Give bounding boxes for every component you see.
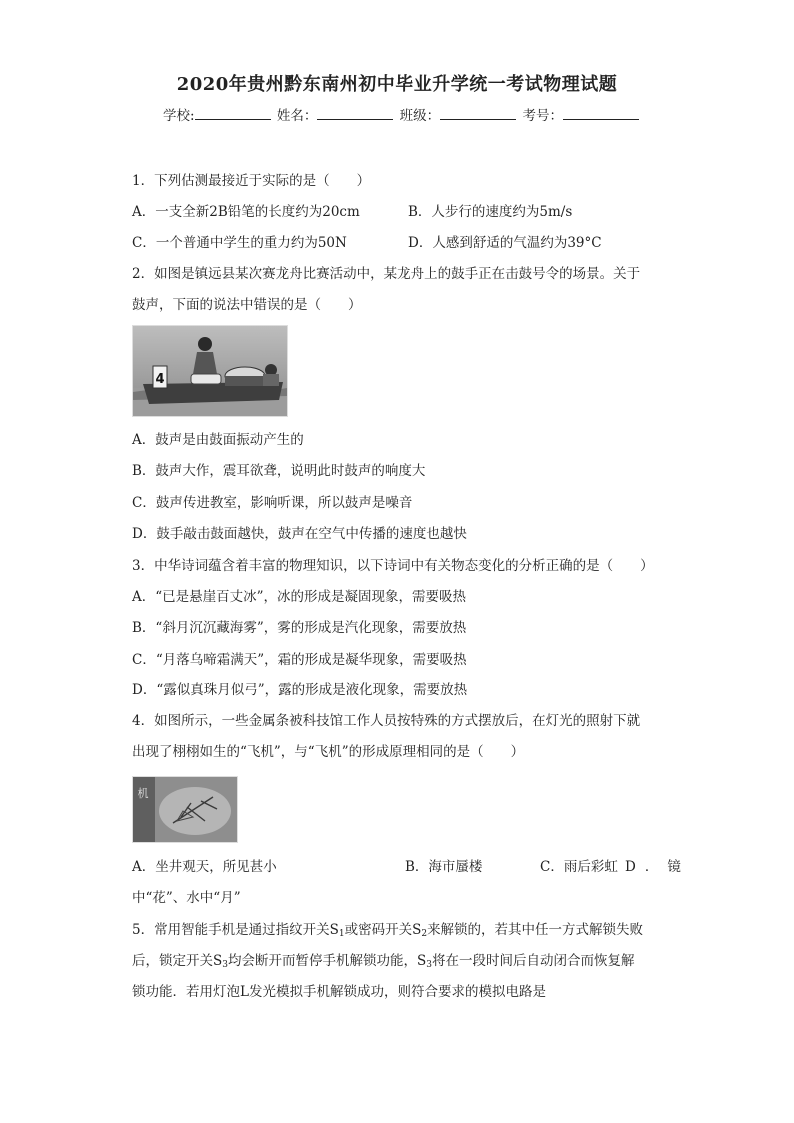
q3-option-a: A．“已是悬崖百丈冰”，冰的形成是凝固现象，需要吸热 (132, 589, 467, 605)
class-label: 班级： (399, 108, 441, 124)
photo-sign-text: 机 (137, 787, 149, 800)
school-label: 学校: (163, 108, 195, 124)
q1-option-b: B．人步行的速度约为5m/s (408, 204, 573, 220)
q4-stem-line2: 出现了栩栩如生的“飞机”，与“飞机”的形成原理相同的是（ ） (132, 744, 525, 760)
q2-option-c: C．鼓声传进教室，影响听课，所以鼓声是噪音 (132, 495, 413, 511)
q2-option-b: B．鼓声大作，震耳欲聋，说明此时鼓声的响度大 (132, 463, 426, 479)
q1-option-a: A．一支全新2B铅笔的长度约为20cm (132, 204, 360, 220)
name-blank[interactable] (317, 105, 393, 120)
dragon-boat-drummer-photo (132, 325, 288, 417)
q5-line1: 5．常用智能手机是通过指纹开关$S_1$或密码开关$S_2$来解锁的，若其中任一方式解锁失败 (132, 922, 644, 939)
q2-option-a: A．鼓声是由鼓面振动产生的 (132, 432, 304, 448)
q1-stem: 1．下列估测最接近于实际的是（ ） (132, 173, 371, 189)
q3-option-d: D．“露似真珠月似弓”，露的形成是液化现象，需要放热 (132, 682, 468, 698)
boat-number-text: 4 (155, 372, 165, 387)
q4-option-a: A．坐井观天，所见甚小 (132, 859, 277, 875)
name-label: 姓名： (276, 108, 318, 124)
q3-option-b: B．“斜月沉沉藏海雾”，雾的形成是汽化现象，需要放热 (132, 620, 467, 636)
school-blank[interactable] (195, 105, 271, 120)
q4-option-d-start: D．镜 (625, 859, 690, 875)
q5-line3: 锁功能．若用灯泡L发光模拟手机解锁成功，则符合要求的模拟电路是 (132, 984, 546, 1000)
q2-stem-line2: 鼓声，下面的说法中错误的是（ ） (132, 297, 362, 313)
q2-option-d: D．鼓手敲击鼓面越快，鼓声在空气中传播的速度也越快 (132, 526, 467, 542)
q4-option-d-end: 中“花”、水中“月” (132, 890, 241, 906)
page-title: 2020年贵州黔东南州初中毕业升学统一考试物理试题 (176, 74, 618, 95)
number-blank[interactable] (563, 105, 639, 120)
q3-stem: 3．中华诗词蕴含着丰富的物理知识，以下诗词中有关物态变化的分析正确的是（ ） (132, 558, 654, 574)
q4-stem-line1: 4．如图所示，一些金属条被科技馆工作人员按特殊的方式摆放后，在灯光的照射下就 (132, 713, 641, 729)
q1-option-c: C．一个普通中学生的重力约为50N (132, 235, 347, 251)
q3-option-c: C．“月落乌啼霜满天”，霜的形成是凝华现象，需要吸热 (132, 652, 467, 668)
q5-line2: 后，锁定开关$S_3$均会断开而暂停手机解锁功能，$S_3$将在一段时间后自动闭合而恢复解 (132, 953, 635, 970)
student-info-line (163, 104, 641, 124)
q1-option-d: D．人感到舒适的气温约为39°C (408, 235, 602, 251)
q2-stem-line1: 2．如图是镇远县某次赛龙舟比赛活动中，某龙舟上的鼓手正在击鼓号令的场景。关于 (132, 266, 641, 282)
metal-strip-airplane-photo (132, 776, 238, 843)
class-blank[interactable] (440, 105, 516, 120)
q4-option-c: C．雨后彩虹 (540, 859, 618, 875)
q4-option-b: B．海市蜃楼 (405, 859, 483, 875)
number-label: 考号： (522, 108, 563, 124)
